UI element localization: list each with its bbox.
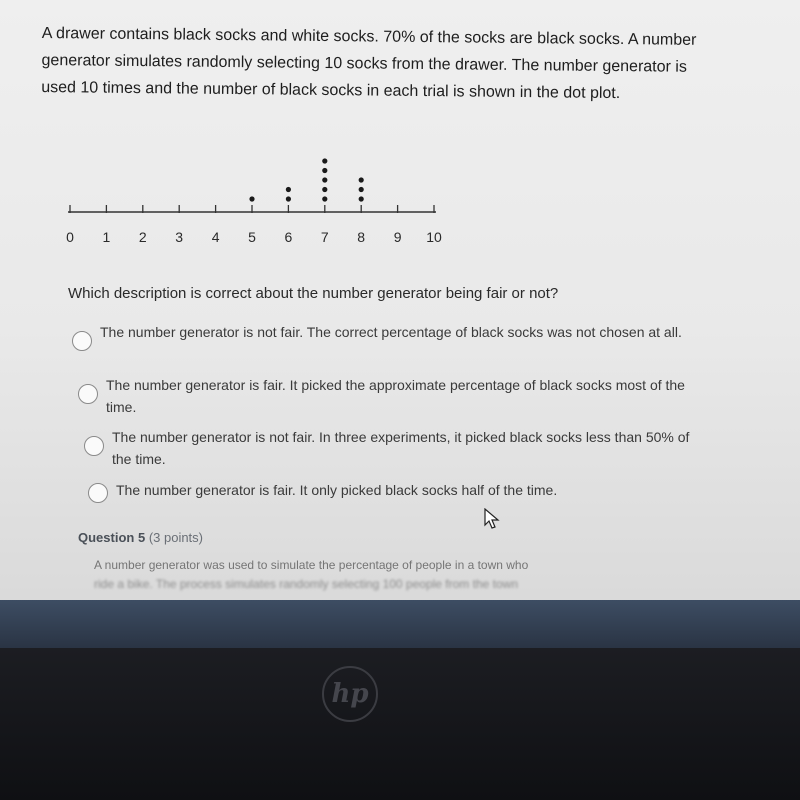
answer-option-1-text: The number generator is not fair. The correct percentage of black socks was not chosen at all. (100, 324, 682, 340)
dot-8-3 (359, 177, 364, 182)
answer-option-1[interactable] (72, 321, 685, 351)
next-question-line-1: A number generator was used to simulate the percentage of people in a town who (94, 558, 529, 572)
laptop-bezel (0, 600, 800, 648)
tick-label-0: 0 (66, 229, 74, 245)
question-prompt: Which description is correct about the number generator being fair or not? (68, 285, 559, 302)
radio-button-3[interactable] (84, 436, 104, 456)
dot-7-5 (322, 158, 327, 163)
tick-label-5: 5 (248, 229, 256, 245)
tick-label-7: 7 (320, 229, 329, 245)
next-question-label: Question 5 (78, 530, 146, 545)
next-question-line-2: ride a bike. The process simulates randomly selecting 100 people from the town (94, 577, 519, 591)
tick-label-2: 2 (138, 229, 147, 245)
next-question-text (94, 556, 664, 594)
tick-label-3: 3 (175, 229, 184, 245)
tick-label-1: 1 (102, 229, 111, 245)
dot-plot (50, 142, 460, 252)
tick-label-10: 10 (426, 229, 442, 245)
answer-option-3[interactable] (84, 426, 697, 470)
dot-7-1 (322, 196, 327, 201)
answer-option-3-text: The number generator is not fair. In three experiments, it picked black socks less than 50% of the time. (112, 429, 690, 467)
radio-button-2[interactable] (78, 384, 98, 404)
dot-6-2 (286, 187, 291, 192)
tick-label-4: 4 (211, 229, 220, 245)
tick-label-8: 8 (357, 229, 366, 245)
radio-button-4[interactable] (88, 483, 108, 503)
question-text: A drawer contains black socks and white socks. 70% of the socks are black socks. A number generator simulates randomly selecting 10 socks from the drawer. The number generator is used 10 times and the number of black socks in each trial is shown in the dot plot. (41, 24, 697, 103)
dot-8-1 (359, 196, 364, 201)
hp-logo-icon: hp (322, 666, 378, 722)
tick-label-9: 9 (393, 229, 402, 245)
laptop-body (0, 648, 800, 800)
mouse-cursor-icon (484, 508, 500, 530)
answer-option-2[interactable] (78, 374, 691, 418)
radio-button-1[interactable] (72, 331, 92, 351)
answer-option-2-text: The number generator is fair. It picked the approximate percentage of black socks most of the time. (106, 377, 685, 415)
dot-8-2 (359, 187, 364, 192)
next-question-points: (3 points) (148, 530, 204, 545)
dot-7-2 (322, 187, 327, 192)
dot-6-1 (286, 196, 291, 201)
dot-5-1 (249, 196, 254, 201)
dot-7-3 (322, 177, 327, 182)
answer-option-4-text: The number generator is fair. It only picked black socks half of the time. (116, 482, 558, 498)
tick-label-6: 6 (284, 229, 293, 245)
answer-option-4[interactable] (88, 479, 701, 503)
dot-7-4 (322, 168, 327, 173)
next-question-title (78, 530, 203, 545)
